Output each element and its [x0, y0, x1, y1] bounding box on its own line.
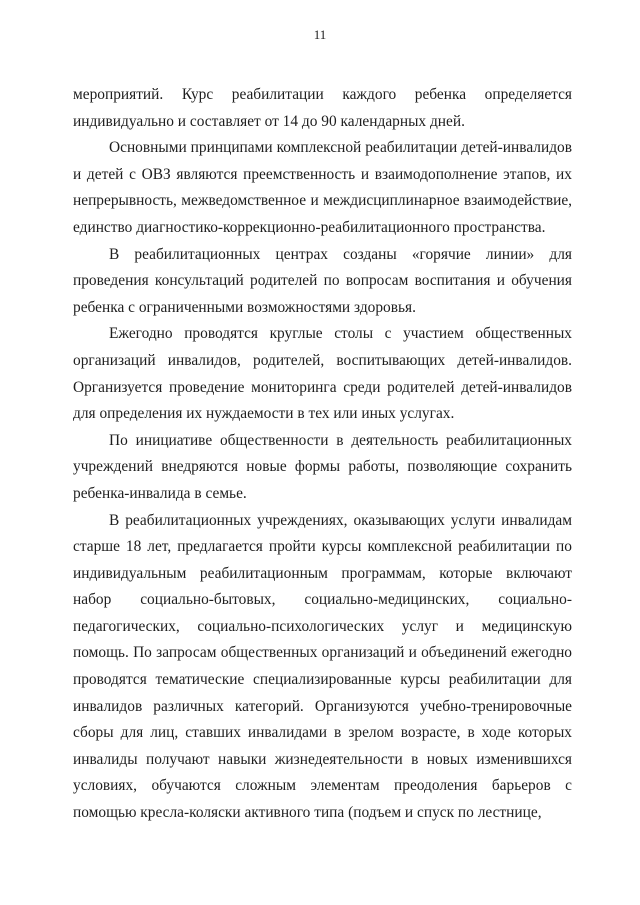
document-body — [73, 82, 572, 827]
paragraph-1: мероприятий. Курс реабилитации каждого ребенка определяется индивидуально и составляет от 14 до 90 календарных дней. — [73, 86, 572, 130]
paragraph-6: В реабилитационных учреждениях, оказывающих услуги инвалидам старше 18 лет, предлагается пройти курсы комплексной реабилитации по индивидуальным реабилитационным программам, которые включают набор социально-бытовых, социально-медицинских, социально-педагогических, социально-психологических услуг и медицинскую помощь. По запросам общественных организаций и объединений ежегодно проводятся тематические специализированные курсы реабилитации для инвалидов различных категорий. Организуются учебно-тренировочные сборы для лиц, ставших инвалидами в зрелом возрасте, в ходе которых инвалиды получают навыки жизнедеятельности в новых изменившихся условиях, обучаются сложным элементам преодоления барьеров с помощью кресла-коляски активного типа (подъем и спуск по лестнице, — [73, 511, 572, 822]
page-number: 11 — [313, 27, 327, 42]
paragraph-3: В реабилитационных центрах созданы «горячие линии» для проведения консультаций родителей по вопросам воспитания и обучения ребенка с ограниченными возможностями здоровья. — [73, 245, 572, 316]
paragraph-4: Ежегодно проводятся круглые столы с участием общественных организаций инвалидов, родителей, воспитывающих детей-инвалидов. Организуется проведение мониторинга среди родителей детей-инвалидов для определения их нуждаемости в тех или иных услугах. — [73, 325, 572, 423]
paragraph-5: По инициативе общественности в деятельность реабилитационных учреждений внедряются новые формы работы, позволяющие сохранить ребенка-инвалида в семье. — [73, 431, 572, 502]
paragraph-2: Основными принципами комплексной реабилитации детей-инвалидов и детей с ОВЗ являются преемственность и взаимодополнение этапов, их непрерывность, межведомственное и междисциплинарное взаимодействие, единство диагностико-коррекционно-реабилитационного пространства. — [73, 139, 572, 236]
